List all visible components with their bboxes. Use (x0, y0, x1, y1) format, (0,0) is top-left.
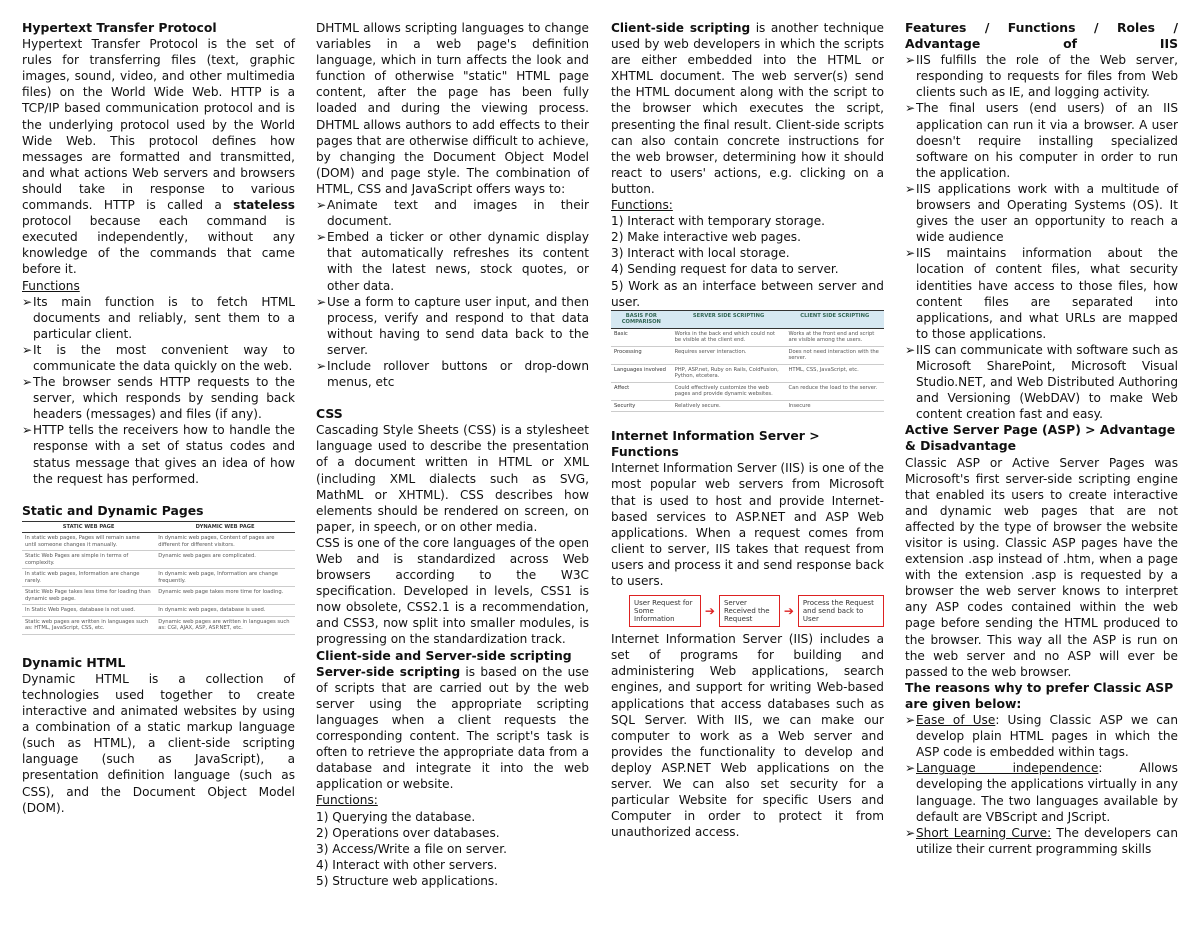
list-item: ➢ Language independence: Allows developing the applications virtually in any language. The two languages available by default are VBScript and JScript. (905, 761, 1178, 824)
list-item: ➢ Include rollover buttons or drop-down menus, etc (316, 358, 589, 390)
list-item: 2) Operations over databases. (316, 825, 500, 840)
client-functions-label: Functions: (611, 198, 673, 213)
list-item: ➢ It is the most convenient way to communicate the data quickly on the web. (22, 342, 295, 373)
http-title: Hypertext Transfer Protocol (22, 20, 217, 35)
server-side-paragraph: Server-side scripting is based on the use of scripts that are carried out by the web server using the appropriate scripting languages when a client requests the corresponding content. The script's task is often to retrieve the appropriate data from a database and integrate it into the web application or website. (316, 664, 589, 792)
list-item: ➢ IIS fulfills the role of the Web server, responding to requests for files from Web clients such as IE, and logging activity. (905, 53, 1178, 100)
css-title: CSS (316, 406, 343, 422)
iis-paragraph-2: Internet Information Server (IIS) includes a set of programs for building and administering Web applications, search engines, and support for writing Web-based applications that access databases such as SQL Server. With IIS, we can make our computer to work as a Web server and provides the functionality to develop and deploy ASP.NET Web applications on the server. We can also set security for a particular Website for specific Users and Computer in order to protect it from unauthorized access. (611, 632, 884, 840)
dhtml-paragraph: Dynamic HTML is a collection of technologies used together to create interactive and animated websites by using a combination of a static markup language (such as HTML), a client-side scripting language (such as JavaScript), a presentation definition language (such as CSS), and the Document Object Model (DOM). (22, 671, 295, 815)
arrow-right-icon: ➔ (783, 604, 794, 619)
table-row: Static Web Page takes less time for loading than dynamic web page. Dynamic web page takes more time for loading. (22, 587, 295, 605)
list-item: ➢ Animate text and images in their document. (316, 198, 589, 229)
table-row: Static web pages are written in languages such as: HTML, JavaScript, CSS, etc. Dynamic web pages are written in languages such as: CGI, AJAX, ASP, ASP.NET, etc. (22, 616, 295, 634)
list-item: 1) Querying the database. (316, 809, 476, 824)
list-item: 4) Interact with other servers. (316, 857, 498, 872)
list-item: 4) Sending request for data to server. (611, 262, 839, 277)
iis-features-title: Features / Functions / Roles / Advantage of IIS (905, 20, 1178, 52)
http-functions-list (22, 294, 295, 487)
http-paragraph: Hypertext Transfer Protocol is the set of rules for transferring files (text, graphic images, sound, video, and other multimedia files) on the World Wide Web. HTTP is a TCP/IP based communication protocol and is the underlying protocol used by the World Wide Web. This protocol defines how messages are formatted and transmitted, and what actions Web servers and browsers should take in response to various commands. HTTP is called a stateless protocol because each command is executed independently, without any knowledge of the commands that came before it. (22, 37, 295, 277)
table-row: In static web pages, Pages will remain same until someone changes it manually. In dynamic web pages, Content of pages are different for different visitors. (22, 533, 295, 551)
scripting-title: Client-side and Server-side scripting (316, 647, 572, 663)
list-item: ➢ The browser sends HTTP requests to the server, which responds by sending back headers (messages) and files (if any). (22, 375, 295, 422)
asp-paragraph: Classic ASP or Active Server Pages was Microsoft's first server-side scripting engine that enabled its users to create interactive and dynamic web pages that are not affected by the type of browser the website visitor is using. Classic ASP pages have the extension .asp instead of .htm, when a page with the extension .asp is requested by a browser the web server knows to interpret any ASP codes contained within the web page before sending the HTML produced to the browser. This way all the ASP is run on the web server and no ASP will ever be passed to the web browser. (905, 455, 1178, 679)
iis-title: Internet Information Server > Functions (611, 428, 820, 460)
http-functions-label: Functions (22, 278, 80, 293)
server-functions-label: Functions: (316, 793, 378, 808)
list-item: ➢ The final users (end users) of an IIS application can run it via a browser. A user doesn't require installing specialized software on his computer in order to run the application. (905, 101, 1178, 180)
css-paragraph-1: Cascading Style Sheets (CSS) is a stylesheet language used to describe the presentation of a document written in HTML or XML (including XML dialects such as SVG, MathML or XHTML). CSS describes how elements should be rendered on screen, on paper, in speech, or on other media. (316, 423, 589, 534)
reasons-title: The reasons why to prefer Classic ASP are given below: (905, 679, 1174, 711)
client-functions-list (611, 213, 884, 310)
flow-step: User Request for Some Information (629, 595, 701, 627)
comparison-table: BASIS FOR COMPARISON SERVER SIDE SCRIPTING CLIENT SIDE SCRIPTING Basic Works in the back end which could not be visible at the client end. Works at the front end and script are visible among the users. Processing Requires server interaction. Does not need interaction with the server. Languages involved PHP, ASP.net, Ruby on Rails, ColdFusion, Python, etcetera. HTML, CSS, JavaScript, etc. Affect Could effectively customize the web pages and provide dynamic websites. Can reduce the load to the server. Security Relatively secure. Insecure (611, 310, 884, 413)
column-3 (611, 20, 884, 840)
table-row: Affect Could effectively customize the web pages and provide dynamic websites. Can reduce the load to the server. (611, 382, 884, 400)
table-row: In static web pages, Information are change rarely. In dynamic web page, Information are change frequently. (22, 569, 295, 587)
iis-features-list (905, 52, 1178, 422)
table-row: Basic Works in the back end which could not be visible at the client end. Works at the front end and script are visible among the users. (611, 328, 884, 346)
list-item: 1) Interact with temporary storage. (611, 214, 825, 229)
list-item: ➢ Its main function is to fetch HTML documents and reliably, sent them to a particular client. (22, 294, 295, 341)
column-4 (905, 20, 1178, 857)
list-item: ➢ IIS can communicate with software such as Microsoft SharePoint, Microsoft Visual Studio.NET, and Web Distributed Authoring and Versioning (WebDAV) to make Web content creation fast and easy. (905, 342, 1178, 422)
table-row: Languages involved PHP, ASP.net, Ruby on Rails, ColdFusion, Python, etcetera. HTML, CSS, JavaScript, etc. (611, 364, 884, 382)
list-item: ➢ IIS maintains information about the location of content files, what security identities have access to those files, how content files are separated into applications, and what URLs are mapped to those applications. (905, 246, 1178, 341)
table-row: In Static Web Pages, database is not used. In dynamic web pages, database is used. (22, 605, 295, 617)
reasons-list (905, 712, 1178, 857)
arrow-right-icon: ➔ (704, 604, 715, 619)
list-item: ➢ HTTP tells the receivers how to handle the response with a set of status codes and status message that gives an idea of how the request has performed. (22, 423, 295, 486)
table-row: Processing Requires server interaction. Does not need interaction with the server. (611, 346, 884, 364)
table-row: Security Relatively secure. Insecure (611, 400, 884, 412)
list-item: ➢ Short Learning Curve: The developers can utilize their current programming skills (905, 825, 1178, 856)
dhtml-title: Dynamic HTML (22, 654, 126, 670)
iis-flow-diagram (629, 595, 884, 627)
static-dynamic-title: Static and Dynamic Pages (22, 502, 204, 518)
flow-step: Process the Request and send back to User (798, 595, 884, 627)
flow-step: Server Received the Request (719, 595, 780, 627)
list-item: ➢ Ease of Use: Using Classic ASP we can develop plain HTML pages in which the ASP code is embedded within tags. (905, 713, 1179, 760)
table-row: Static Web Pages are simple in terms of complexity. Dynamic web pages are complicated. (22, 551, 295, 569)
list-item: ➢ Use a form to capture user input, and then process, verify and respond to that data without having to send data back to the server. (316, 294, 589, 357)
list-item: 3) Access/Write a file on server. (316, 841, 507, 856)
list-item: ➢ Embed a ticker or other dynamic display that automatically refreshes its content with the latest news, stock quotes, or other data. (316, 230, 589, 293)
dhtml-paragraph-2: DHTML allows scripting languages to change variables in a web page's definition language, which in turn affects the look and function of otherwise "static" HTML page content, after the page has been fully loaded and during the viewing process. DHTML allows authors to add effects to their pages that are otherwise difficult to achieve, by changing the Document Object Model (DOM) and page style. The combination of HTML, CSS and JavaScript offers ways to: (316, 21, 589, 196)
list-item: 3) Interact with local storage. (611, 246, 790, 261)
server-functions-list (316, 809, 589, 889)
static-dynamic-table: STATIC WEB PAGE DYNAMIC WEB PAGE In static web pages, Pages will remain same until someone changes it manually. In dynamic web pages, Content of pages are different for different visitors. Static Web Pages are simple in terms of complexity. Dynamic web pages are complicated. In static web pages, Information are change rarely. In dynamic web page, Information are change frequently. Static Web Page takes less time for loading than dynamic web page. Dynamic web page takes more time for loading. In Static Web Pages, database is not used. In dynamic web pages, database is used. Static web pages are written in languages such as: HTML, JavaScript, CSS, etc. Dynamic web pages are written in languages such as: CGI, AJAX, ASP, ASP.NET, etc. (22, 521, 295, 635)
list-item: ➢ IIS applications work with a multitude of browsers and Operating Systems (OS). It gives the user an opportunity to reach a wide audience (905, 181, 1178, 245)
client-side-paragraph: Client-side scripting is another technique used by web developers in which the scripts are either embedded into the HTML or XHTML document. The web server(s) send the HTML document along with the script to the browser which executes the script, presenting the final result. Client-side scripts can also contain concrete instructions for the web browser, determining how it should react to users' actions, e.g. clicking on a button. (611, 21, 884, 196)
list-item: 5) Structure web applications. (316, 873, 499, 888)
column-2 (316, 20, 589, 889)
iis-paragraph-1: Internet Information Server (IIS) is one of the most popular web servers from Microsoft that is used to host and provide Internet-based services to ASP.NET and ASP Web applications. When a request comes from client to server, IIS takes that request from users and process it and send response back to users. (611, 461, 884, 589)
css-paragraph-2: CSS is one of the core languages of the open Web and is standardized across Web browsers according to the W3C specification. Developed in levels, CSS1 is now obsolete, CSS2.1 is a recommendation, and CSS3, now split into smaller modules, is progressing on the standardization track. (316, 535, 589, 647)
asp-title: Active Server Page (ASP) > Advantage & Disadvantage (905, 422, 1176, 454)
list-item: 2) Make interactive web pages. (611, 230, 801, 245)
list-item: 5) Work as an interface between server and user. (611, 278, 884, 309)
dhtml-list (316, 197, 589, 390)
column-1 (22, 20, 295, 816)
